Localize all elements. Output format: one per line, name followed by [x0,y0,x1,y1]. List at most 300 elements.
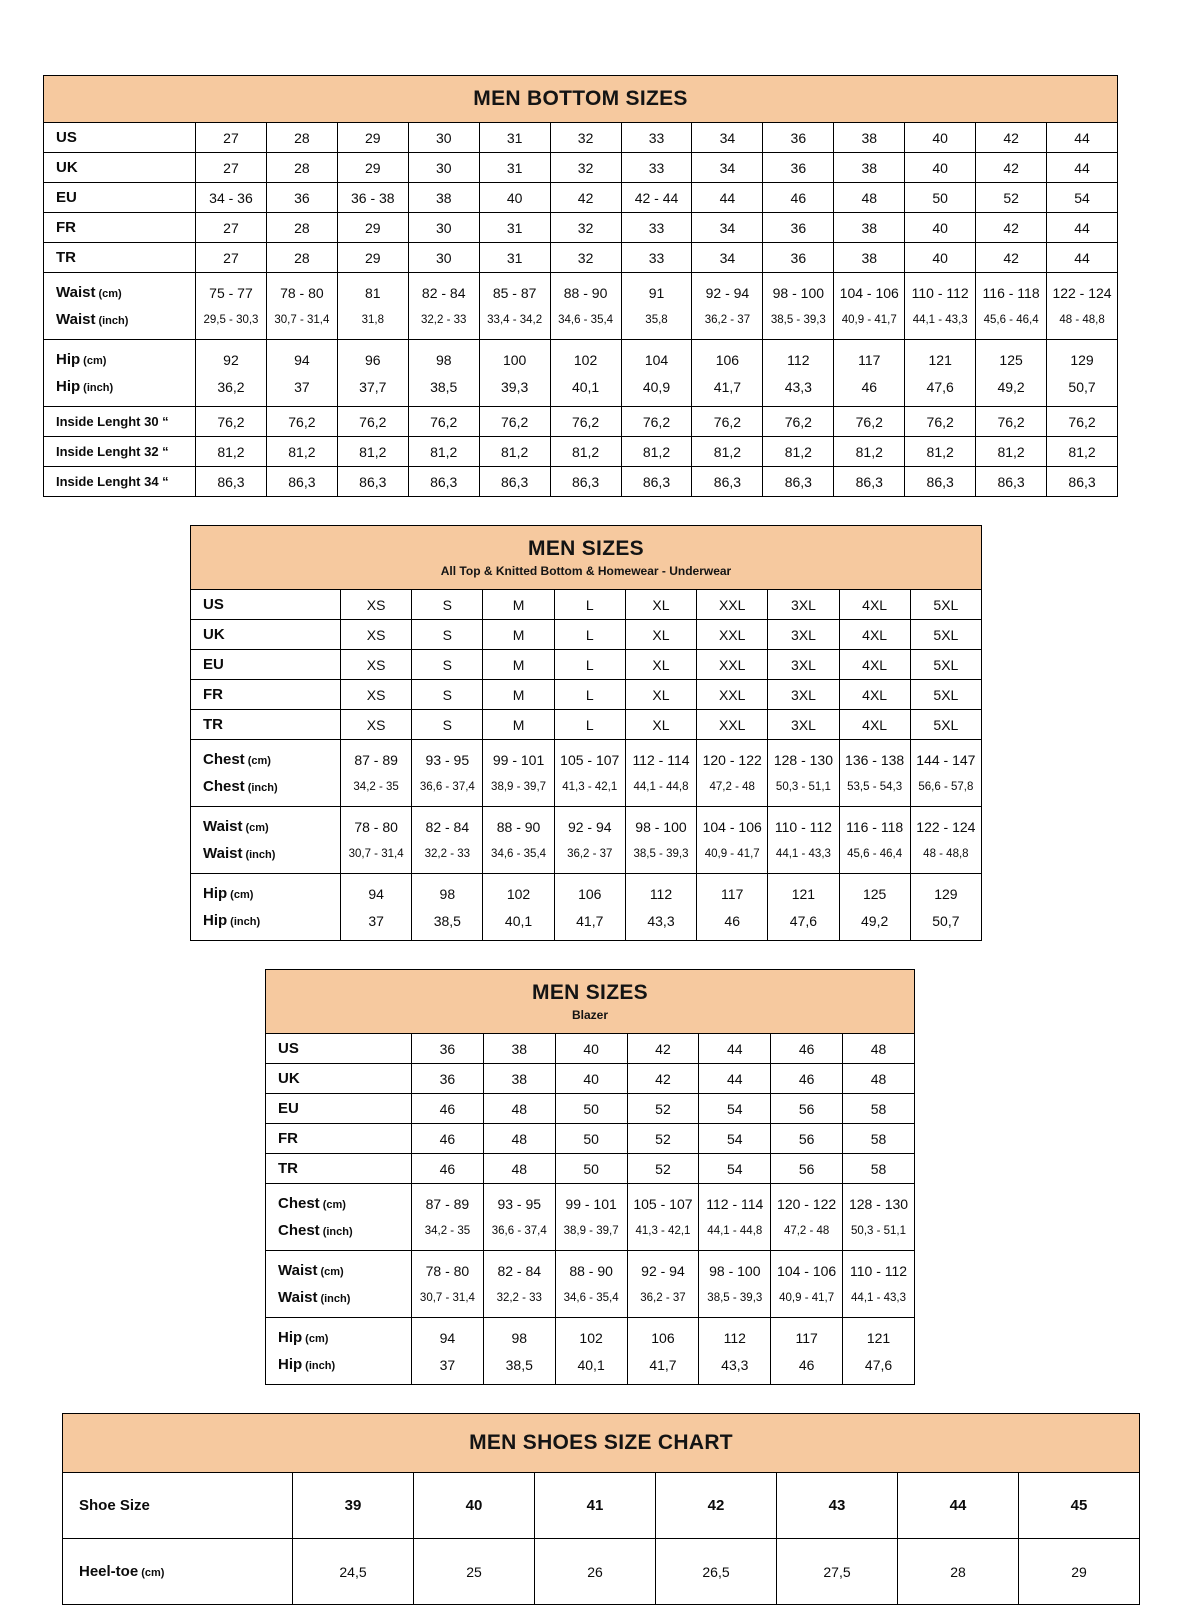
value-cell: 112 [699,1318,771,1352]
value-cell: 34 - 36 [196,183,267,213]
value-cell: S [412,590,483,620]
value-cell: 36 [763,213,834,243]
value-cell: 30 [408,153,479,183]
row-label-text: Hip [203,885,228,902]
row-label-unit: (inch) [247,782,278,794]
value-cell: 28 [266,243,337,273]
value-cell: 76,2 [1047,407,1118,437]
value-cell: 92 - 94 [554,807,625,841]
row-label [191,620,341,650]
value-cell: 47,6 [768,907,839,941]
value-cell: 30 [408,213,479,243]
row-label [266,1154,412,1184]
value-cell: 54 [699,1154,771,1184]
value-cell: 76,2 [196,407,267,437]
row-label-text: Waist [278,1289,318,1306]
value-cell: 44 [1047,153,1118,183]
value-cell: 34,2 - 35 [412,1217,484,1251]
value-cell: 86,3 [266,467,337,497]
row-label-text: US [56,129,77,146]
row-label [266,1034,412,1064]
value-cell: 86,3 [408,467,479,497]
value-cell: 37 [266,373,337,407]
value-cell: 36 [763,243,834,273]
value-cell: 40,9 - 41,7 [834,306,905,340]
value-cell: 100 [479,340,550,374]
men-shoes-size-table [62,1413,1200,1605]
row-label-text: TR [203,716,223,733]
size-table [43,75,1118,497]
men-bottom-sizes-table [43,75,1200,497]
value-cell: 29 [337,243,408,273]
value-cell: 76,2 [550,407,621,437]
value-cell: 46 [412,1154,484,1184]
value-cell: 36 [266,183,337,213]
table-row [266,1094,915,1124]
value-cell: 81,2 [763,437,834,467]
row-label [266,1124,412,1154]
value-cell: 52 [627,1094,699,1124]
value-cell: 50,3 - 51,1 [768,773,839,807]
value-cell: 88 - 90 [550,273,621,307]
value-cell: 102 [555,1318,627,1352]
row-label-unit: (cm) [98,288,122,300]
table-row [44,213,1118,243]
value-cell: M [483,710,554,740]
value-cell: 86,3 [905,467,976,497]
value-cell: 34 [692,243,763,273]
value-cell: 44 [1047,213,1118,243]
value-cell: 41,3 - 42,1 [627,1217,699,1251]
value-cell: 92 [196,340,267,374]
value-cell: 36,2 - 37 [554,840,625,874]
value-cell: 30,7 - 31,4 [266,306,337,340]
value-cell: 76,2 [266,407,337,437]
value-cell: 31 [479,243,550,273]
row-label [191,807,341,841]
value-cell: 38,9 - 39,7 [483,773,554,807]
value-cell: XXL [697,680,768,710]
value-cell: 116 - 118 [839,807,910,841]
value-cell: 48 - 48,8 [910,840,981,874]
value-cell: 42 [627,1064,699,1094]
value-cell: 47,2 - 48 [771,1217,843,1251]
row-label [44,467,196,497]
value-cell: 91 [621,273,692,307]
table-subtitle: All Top & Knitted Bottom & Homewear - Underwear [440,564,732,578]
value-cell: 106 [627,1318,699,1352]
value-cell: 112 [763,340,834,374]
value-cell: 81,2 [196,437,267,467]
value-cell: 120 - 122 [697,740,768,774]
value-cell: 32,2 - 33 [483,1284,555,1318]
value-cell: 50,3 - 51,1 [843,1217,915,1251]
value-cell: 36 [412,1064,484,1094]
row-label [266,1217,412,1251]
value-cell: 86,3 [196,467,267,497]
value-cell: 41 [535,1473,656,1539]
value-cell: 43,3 [625,907,696,941]
value-cell: 29 [1019,1539,1140,1605]
value-cell: 39 [293,1473,414,1539]
value-cell: 46 [763,183,834,213]
value-cell: 42 [976,123,1047,153]
row-label [266,1094,412,1124]
value-cell: 117 [834,340,905,374]
value-cell: 117 [697,874,768,908]
row-label [44,243,196,273]
value-cell: 38,9 - 39,7 [555,1217,627,1251]
value-cell: L [554,650,625,680]
value-cell: 81,2 [408,437,479,467]
value-cell: 48 [843,1064,915,1094]
value-cell: 45,6 - 46,4 [839,840,910,874]
value-cell: XXL [697,650,768,680]
value-cell: 98 - 100 [699,1251,771,1285]
value-cell: 48 - 48,8 [1047,306,1118,340]
value-cell: 32 [550,213,621,243]
value-cell: 81,2 [905,437,976,467]
value-cell: 27 [196,153,267,183]
table-title: MEN BOTTOM SIZES [473,87,688,110]
value-cell: 37 [412,1351,484,1385]
value-cell: 41,7 [627,1351,699,1385]
table-header-row [44,76,1118,123]
value-cell: 76,2 [976,407,1047,437]
value-cell: 34,6 - 35,4 [555,1284,627,1318]
value-cell: 81,2 [266,437,337,467]
row-label [266,1284,412,1318]
value-cell: 34,2 - 35 [341,773,412,807]
value-cell: 86,3 [834,467,905,497]
table-row [191,590,982,620]
value-cell: 49,2 [839,907,910,941]
row-label [63,1473,293,1539]
value-cell: 36,2 - 37 [692,306,763,340]
value-cell: 41,7 [692,373,763,407]
table-title: MEN SHOES SIZE CHART [469,1431,733,1454]
value-cell: 29 [337,123,408,153]
value-cell: 42 - 44 [621,183,692,213]
row-label [44,153,196,183]
row-label-unit: (cm) [230,889,254,901]
value-cell: 81,2 [692,437,763,467]
table-title: MEN SIZES [532,981,648,1004]
table-row [266,1251,915,1285]
value-cell: 44 [1047,243,1118,273]
value-cell: 3XL [768,650,839,680]
row-label [44,407,196,437]
value-cell: 105 - 107 [627,1184,699,1218]
value-cell: 24,5 [293,1539,414,1605]
value-cell: S [412,710,483,740]
value-cell: 125 [976,340,1047,374]
value-cell: L [554,710,625,740]
row-label-text: Chest [203,751,245,768]
value-cell: 36,6 - 37,4 [483,1217,555,1251]
value-cell: 85 - 87 [479,273,550,307]
value-cell: 44,1 - 44,8 [699,1217,771,1251]
value-cell: 88 - 90 [555,1251,627,1285]
value-cell: 86,3 [621,467,692,497]
table-subtitle: Blazer [571,1008,609,1022]
value-cell: 49,2 [976,373,1047,407]
row-label-unit: (inch) [320,1293,351,1305]
row-label [191,710,341,740]
value-cell: 98 [408,340,479,374]
table-row [266,1184,915,1218]
value-cell: 104 [621,340,692,374]
value-cell: 110 - 112 [843,1251,915,1285]
row-label [44,123,196,153]
value-cell: 5XL [910,650,981,680]
row-label-text: EU [56,189,77,206]
row-label-text: Hip [56,378,81,395]
value-cell: 38 [483,1064,555,1094]
row-label-text: Heel-toe [79,1563,139,1580]
table-row [44,123,1118,153]
value-cell: 121 [768,874,839,908]
value-cell: 116 - 118 [976,273,1047,307]
value-cell: 129 [910,874,981,908]
value-cell: 38 [834,153,905,183]
value-cell: 56,6 - 57,8 [910,773,981,807]
value-cell: 4XL [839,680,910,710]
row-label-text: US [278,1040,299,1057]
value-cell: 94 [266,340,337,374]
table-row [44,273,1118,307]
value-cell: XS [341,590,412,620]
value-cell: 44 [699,1034,771,1064]
value-cell: 40,9 - 41,7 [697,840,768,874]
value-cell: 112 - 114 [625,740,696,774]
value-cell: 44 [699,1064,771,1094]
value-cell: 40 [555,1064,627,1094]
value-cell: 32 [550,153,621,183]
value-cell: 36 - 38 [337,183,408,213]
value-cell: 98 [412,874,483,908]
value-cell: 93 - 95 [412,740,483,774]
row-label [191,907,341,941]
value-cell: 38 [408,183,479,213]
value-cell: 38,5 - 39,3 [763,306,834,340]
value-cell: 25 [414,1539,535,1605]
row-label [266,1184,412,1218]
value-cell: 5XL [910,620,981,650]
row-label-text: EU [278,1100,299,1117]
value-cell: 48 [834,183,905,213]
table-row [44,153,1118,183]
row-label-text: TR [278,1160,298,1177]
row-label-text: UK [278,1070,300,1087]
table-row [63,1473,1140,1539]
value-cell: 40,1 [555,1351,627,1385]
value-cell: 40 [905,153,976,183]
value-cell: S [412,620,483,650]
value-cell: 26 [535,1539,656,1605]
value-cell: 86,3 [763,467,834,497]
table-row [266,1351,915,1385]
value-cell: 5XL [910,680,981,710]
value-cell: XXL [697,620,768,650]
value-cell: XS [341,710,412,740]
value-cell: 44 [692,183,763,213]
value-cell: 82 - 84 [408,273,479,307]
row-label [191,840,341,874]
value-cell: 92 - 94 [627,1251,699,1285]
value-cell: 122 - 124 [910,807,981,841]
value-cell: 94 [341,874,412,908]
value-cell: 38,5 [483,1351,555,1385]
value-cell: 4XL [839,710,910,740]
value-cell: 39,3 [479,373,550,407]
value-cell: 43,3 [699,1351,771,1385]
value-cell: 104 - 106 [697,807,768,841]
row-label-unit: (cm) [83,355,107,367]
row-label-text: Chest [203,778,245,795]
row-label-unit: (inch) [230,916,261,928]
value-cell: 5XL [910,590,981,620]
value-cell: 40 [555,1034,627,1064]
value-cell: 56 [771,1094,843,1124]
row-label-text: UK [56,159,78,176]
value-cell: 78 - 80 [412,1251,484,1285]
row-label-unit: (cm) [141,1567,165,1579]
row-label-unit: (cm) [305,1333,329,1345]
value-cell: M [483,590,554,620]
value-cell: 34 [692,213,763,243]
value-cell: XXL [697,590,768,620]
row-label-unit: (cm) [322,1199,346,1211]
value-cell: 42 [550,183,621,213]
value-cell: 42 [627,1034,699,1064]
row-label-text: Waist [203,845,243,862]
value-cell: 36,2 [196,373,267,407]
value-cell: 32 [550,243,621,273]
value-cell: 82 - 84 [412,807,483,841]
value-cell: XS [341,620,412,650]
value-cell: 76,2 [408,407,479,437]
value-cell: 82 - 84 [483,1251,555,1285]
value-cell: 42 [656,1473,777,1539]
value-cell: 81,2 [479,437,550,467]
value-cell: 46 [834,373,905,407]
value-cell: 81,2 [1047,437,1118,467]
table-row [191,680,982,710]
value-cell: XS [341,680,412,710]
value-cell: 52 [627,1124,699,1154]
row-label-text: Hip [56,351,81,368]
value-cell: 81,2 [550,437,621,467]
row-label-text: Waist [203,818,243,835]
value-cell: 3XL [768,620,839,650]
value-cell: L [554,590,625,620]
value-cell: 86,3 [1047,467,1118,497]
value-cell: 44 [898,1473,1019,1539]
table-row [191,840,982,874]
value-cell: 50,7 [910,907,981,941]
value-cell: 40 [905,213,976,243]
value-cell: 35,8 [621,306,692,340]
value-cell: 110 - 112 [768,807,839,841]
value-cell: 36 [412,1034,484,1064]
value-cell: 33,4 - 34,2 [479,306,550,340]
value-cell: 42 [976,243,1047,273]
value-cell: 30 [408,243,479,273]
value-cell: 29 [337,213,408,243]
value-cell: 44,1 - 43,3 [843,1284,915,1318]
value-cell: 38,5 - 39,3 [699,1284,771,1318]
table-row [191,907,982,941]
value-cell: 78 - 80 [266,273,337,307]
size-table [190,525,982,941]
value-cell: 31 [479,123,550,153]
row-label [191,650,341,680]
value-cell: 112 - 114 [699,1184,771,1218]
row-label [191,773,341,807]
value-cell: 36,6 - 37,4 [412,773,483,807]
value-cell: 4XL [839,650,910,680]
value-cell: 44,1 - 44,8 [625,773,696,807]
value-cell: S [412,680,483,710]
value-cell: 99 - 101 [555,1184,627,1218]
value-cell: 110 - 112 [905,273,976,307]
value-cell: 44,1 - 43,3 [905,306,976,340]
value-cell: 136 - 138 [839,740,910,774]
table-header [191,526,982,590]
value-cell: 31 [479,213,550,243]
row-label [191,590,341,620]
table-header-row [63,1414,1140,1473]
value-cell: 43 [777,1473,898,1539]
row-label-text: UK [203,626,225,643]
value-cell: 122 - 124 [1047,273,1118,307]
value-cell: 38,5 - 39,3 [625,840,696,874]
value-cell: 4XL [839,590,910,620]
value-cell: 34 [692,123,763,153]
value-cell: 32,2 - 33 [408,306,479,340]
value-cell: 52 [627,1154,699,1184]
row-label [266,1351,412,1385]
row-label-unit: (inch) [322,1226,353,1238]
value-cell: 40 [905,243,976,273]
value-cell: 3XL [768,590,839,620]
value-cell: 38 [834,213,905,243]
value-cell: XL [625,620,696,650]
table-header [266,970,915,1034]
value-cell: 81,2 [337,437,408,467]
value-cell: 38 [834,123,905,153]
value-cell: 75 - 77 [196,273,267,307]
value-cell: 28 [266,153,337,183]
table-row [44,243,1118,273]
row-label-text: FR [56,219,76,236]
value-cell: 27 [196,243,267,273]
value-cell: 87 - 89 [412,1184,484,1218]
row-label-text: Waist [278,1262,318,1279]
row-label [44,340,196,374]
value-cell: 38,5 [412,907,483,941]
value-cell: 47,2 - 48 [697,773,768,807]
table-row [191,710,982,740]
value-cell: 27,5 [777,1539,898,1605]
row-label-text: Inside Lenght 32 “ [56,444,169,459]
value-cell: 34 [692,153,763,183]
value-cell: 28 [266,123,337,153]
value-cell: 50 [555,1124,627,1154]
value-cell: 48 [483,1124,555,1154]
value-cell: 76,2 [905,407,976,437]
